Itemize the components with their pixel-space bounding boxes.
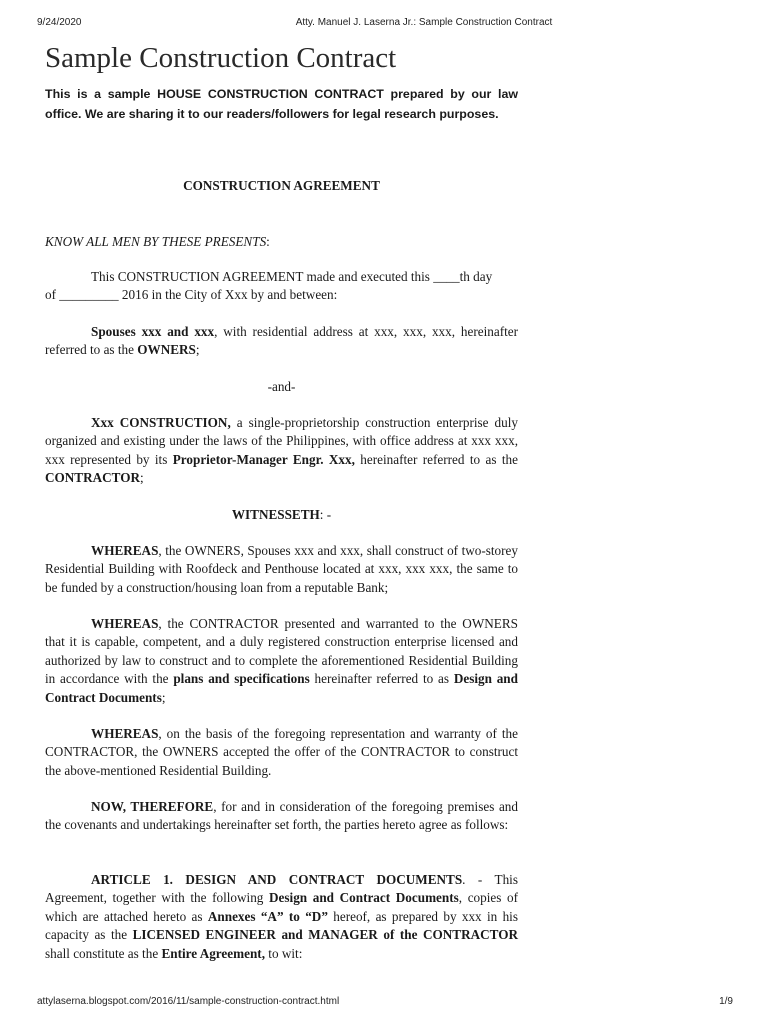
article-1-engineer: LICENSED ENGINEER and MANAGER of the CONTRACTOR bbox=[132, 927, 518, 943]
article-1-paragraph bbox=[45, 871, 518, 963]
whereas-1-text: , the OWNERS, Spouses xxx and xxx, shall construct of two-storey Residential Building with Roofdeck and Penthouse located at xxx, xxx xxx, the same to be funded by a construction/housing loan from a reputable Bank; bbox=[45, 543, 518, 595]
article-1-annexes: Annexes “A” to “D” bbox=[207, 908, 328, 924]
contractor-label: CONTRACTOR bbox=[45, 470, 141, 486]
witnesseth-text: WITNESSETH bbox=[231, 507, 320, 522]
owners-label: OWNERS bbox=[137, 342, 196, 358]
print-date: 9/24/2020 bbox=[37, 17, 82, 28]
opening-line-1: This CONSTRUCTION AGREEMENT made and executed this ____th day bbox=[91, 269, 493, 284]
contractor-name: Xxx CONSTRUCTION, bbox=[91, 415, 231, 430]
and-separator: -and- bbox=[267, 379, 296, 394]
whereas-2-label: WHEREAS bbox=[91, 616, 159, 631]
whereas-2-text-2: hereinafter referred to as bbox=[309, 671, 454, 687]
article-1-text: . - This Agreement, together with the following bbox=[45, 872, 518, 906]
agreement-heading-text: CONSTRUCTION AGREEMENT bbox=[183, 178, 380, 193]
whereas-3-label: WHEREAS bbox=[91, 726, 159, 741]
article-1-text-4: shall constitute as the bbox=[45, 945, 162, 961]
contractor-end: ; bbox=[140, 470, 144, 486]
article-1-text-2: , copies of which are attached hereto as bbox=[45, 890, 518, 924]
whereas-3-paragraph bbox=[45, 725, 518, 780]
intro-paragraph: This is a sample HOUSE CONSTRUCTION CONTRACT prepared by our law office. We are sharing it to our readers/followers for legal research purposes. bbox=[45, 87, 518, 121]
article-1-documents: Design and Contract Documents bbox=[269, 890, 459, 906]
now-therefore-label: NOW, THEREFORE bbox=[91, 799, 214, 814]
witnesseth-heading bbox=[45, 506, 518, 524]
article-1-heading: ARTICLE 1. DESIGN AND CONTRACT DOCUMENTS bbox=[91, 872, 463, 887]
article-1-end: to wit: bbox=[265, 945, 303, 961]
whereas-2-plans: plans and specifications bbox=[173, 671, 310, 687]
know-all-line: KNOW ALL MEN BY THESE PRESENTS: bbox=[45, 234, 270, 249]
whereas-1-label: WHEREAS bbox=[91, 543, 159, 558]
whereas-2-paragraph bbox=[45, 615, 518, 707]
source-url: attylaserna.blogspot.com/2016/11/sample-construction-contract.html bbox=[37, 996, 340, 1007]
whereas-1-paragraph bbox=[45, 542, 518, 597]
article-1-text-3: hereof, as prepared by xxx in his capacity as the bbox=[45, 908, 518, 943]
opening-line-2: of _________ 2016 in the City of Xxx by and between: bbox=[45, 287, 338, 303]
contractor-text: a single-proprietorship construction enterprise duly organized and existing under the laws of the Philippines, with office address at xxx xxx, xxx represented by its bbox=[45, 415, 518, 467]
owners-end: ; bbox=[195, 342, 200, 358]
owners-text: , with residential address at xxx, xxx, xxx, hereinafter referred to as the bbox=[45, 324, 519, 358]
whereas-2-documents: Design and Contract Documents bbox=[45, 671, 518, 705]
witnesseth-suffix: : - bbox=[319, 507, 332, 522]
know-all-text: KNOW ALL MEN BY THESE PRESENTS bbox=[45, 234, 267, 249]
owners-paragraph bbox=[45, 323, 518, 360]
now-therefore-paragraph bbox=[45, 798, 518, 835]
article-1-entire-agreement: Entire Agreement, bbox=[161, 945, 265, 961]
contractor-text-2: hereinafter referred to as the bbox=[354, 451, 518, 467]
document-title: Sample Construction Contract bbox=[45, 42, 397, 74]
owners-name: Spouses xxx and xxx bbox=[91, 324, 215, 339]
contractor-manager: Proprietor-Manager Engr. Xxx, bbox=[172, 451, 355, 467]
whereas-2-end: ; bbox=[161, 689, 166, 705]
opening-paragraph bbox=[45, 268, 518, 305]
now-therefore-text: , for and in consideration of the foregoing premises and the covenants and undertakings hereinafter set forth, the parties hereto agree as follows: bbox=[45, 799, 518, 833]
whereas-3-text: , on the basis of the foregoing representation and warranty of the CONTRACTOR, the OWNERS accepted the offer of the CONTRACTOR to construct the above-mentioned Residential Building. bbox=[45, 726, 518, 778]
print-page-title: Atty. Manuel J. Laserna Jr.: Sample Construction Contract bbox=[295, 17, 553, 28]
page-number: 1/9 bbox=[719, 996, 733, 1007]
contractor-paragraph bbox=[45, 414, 518, 488]
whereas-2-text: , the CONTRACTOR presented and warranted to the OWNERS that it is capable, competent, and a duly registered construction enterprise licensed and authorized by law to construct and to complete the aforementioned Residential Building in accordance with the bbox=[45, 616, 518, 687]
agreement-heading bbox=[45, 177, 518, 195]
